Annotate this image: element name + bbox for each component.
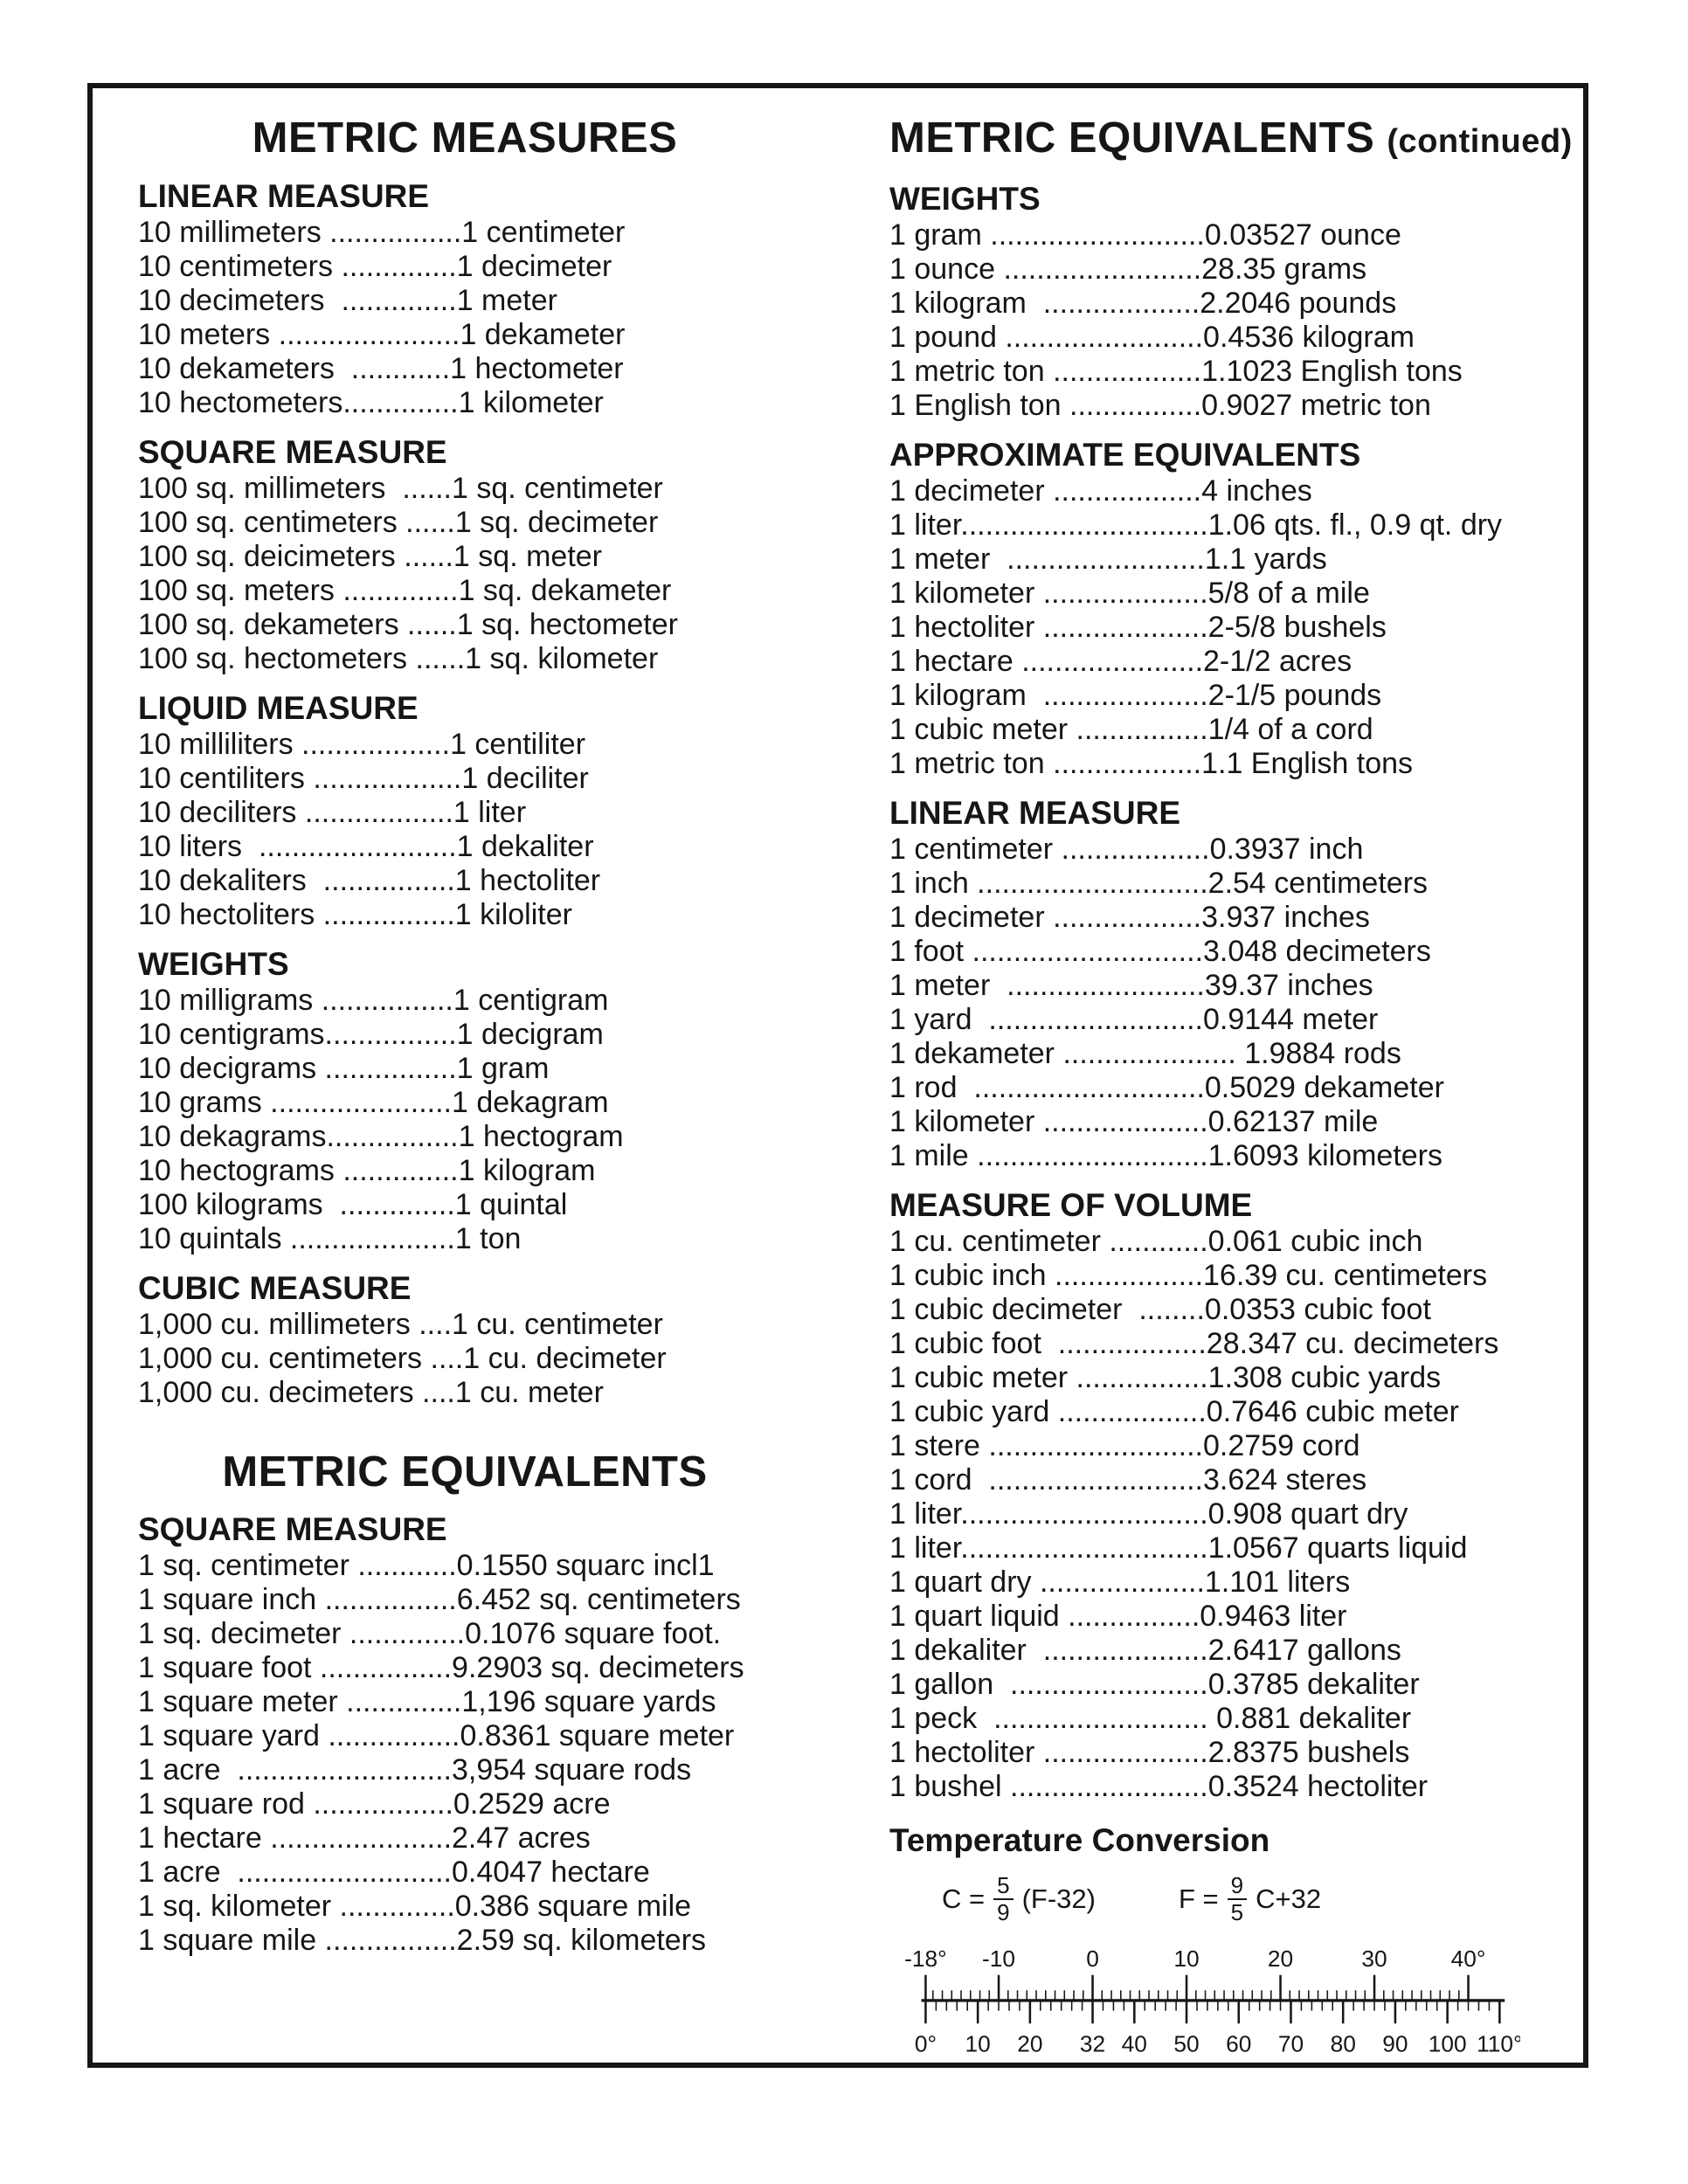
fraction-numerator: 9 xyxy=(1228,1874,1247,1900)
conversion-row: 1 cu. centimeter ............0.061 cubic inch xyxy=(889,1225,1423,1258)
section-rows xyxy=(138,472,792,676)
conversion-row: 1 hectare ......................2-1/2 acres xyxy=(889,645,1352,678)
conversion-row: 1 bushel ........................0.3524 hectoliter xyxy=(889,1770,1429,1803)
conversion-row: 1 hectoliter ....................2.8375 bushels xyxy=(889,1736,1410,1769)
section-heading: LINEAR MEASURE xyxy=(889,795,1181,831)
section-rows xyxy=(889,1225,1580,1804)
conversion-row: 1 yard ..........................0.9144 meter xyxy=(889,1003,1379,1036)
conversion-row: 100 sq. millimeters ......1 sq. centimeter xyxy=(138,472,663,505)
metric-measures-title: METRIC MEASURES xyxy=(252,114,678,162)
svg-text:100: 100 xyxy=(1428,2030,1467,2057)
conversion-row: 1 square rod .................0.2529 acre xyxy=(138,1787,611,1821)
fraction xyxy=(1228,1874,1247,1925)
svg-text:80: 80 xyxy=(1330,2030,1356,2057)
section-heading: APPROXIMATE EQUIVALENTS xyxy=(889,437,1361,473)
section-heading: LINEAR MEASURE xyxy=(138,178,430,214)
svg-text:-18°: -18° xyxy=(904,1945,947,1972)
conversion-row: 10 quintals ....................1 ton xyxy=(138,1222,522,1255)
svg-text:0: 0 xyxy=(1086,1945,1099,1972)
conversion-row: 1 mile ............................1.6093 kilometers xyxy=(889,1139,1443,1172)
svg-text:20: 20 xyxy=(1267,1945,1294,1972)
svg-text:50: 50 xyxy=(1173,2030,1200,2057)
conversion-row: 10 liters ........................1 dekaliter xyxy=(138,830,594,863)
formula-rhs: C+32 xyxy=(1256,1883,1322,1915)
conversion-row: 1 kilometer ....................5/8 of a mile xyxy=(889,577,1370,610)
section-rows xyxy=(138,728,792,932)
svg-text:32: 32 xyxy=(1079,2030,1106,2057)
svg-text:10: 10 xyxy=(1173,1945,1200,1972)
conversion-row: 1 cubic foot ..................28.347 cu. decimeters xyxy=(889,1327,1499,1360)
section-square-measure-equivalents xyxy=(138,1510,792,1958)
conversion-row: 1 kilometer ....................0.62137 mile xyxy=(889,1105,1379,1138)
page-border xyxy=(87,83,1588,2068)
section-cubic-measure xyxy=(138,1269,792,1410)
formula-lhs: C = xyxy=(942,1883,986,1915)
conversion-row: 1 pound ........................0.4536 kilogram xyxy=(889,321,1415,354)
conversion-row: 1 square yard ................0.8361 square meter xyxy=(138,1719,735,1752)
conversion-row: 1 stere ..........................0.2759 cord xyxy=(889,1429,1360,1462)
conversion-row: 1 cubic meter ................1/4 of a cord xyxy=(889,713,1373,746)
conversion-row: 1 cubic yard ..................0.7646 cubic meter xyxy=(889,1395,1459,1428)
svg-text:40: 40 xyxy=(1121,2030,1147,2057)
fraction-denominator: 9 xyxy=(997,1899,1010,1926)
section-heading: CUBIC MEASURE xyxy=(138,1270,412,1306)
conversion-row: 1 cubic decimeter ........0.0353 cubic foot xyxy=(889,1293,1431,1326)
temperature-formulas xyxy=(942,1874,1580,1925)
temperature-conversion-heading: Temperature Conversion xyxy=(889,1822,1270,1858)
conversion-row: 10 decimeters ..............1 meter xyxy=(138,284,557,317)
fahrenheit-formula xyxy=(1179,1874,1321,1925)
conversion-row: 1 decimeter ..................4 inches xyxy=(889,474,1312,508)
svg-text:-10: -10 xyxy=(982,1945,1016,1972)
conversion-row: 10 centimeters ..............1 decimeter xyxy=(138,250,612,283)
conversion-row: 1 dekaliter ....................2.6417 gallons xyxy=(889,1634,1401,1667)
formula-rhs: (F-32) xyxy=(1021,1883,1096,1915)
section-rows xyxy=(889,474,1580,781)
section-heading: WEIGHTS xyxy=(889,181,1041,217)
conversion-row: 100 sq. meters ..............1 sq. dekameter xyxy=(138,574,672,607)
svg-text:0°: 0° xyxy=(914,2030,937,2057)
conversion-row: 1 liter..............................1.0567 quarts liquid xyxy=(889,1531,1468,1565)
conversion-row: 1 rod ............................0.5029 dekameter xyxy=(889,1071,1444,1104)
conversion-row: 10 milligrams ................1 centigram xyxy=(138,984,609,1017)
conversion-row: 1 acre ..........................3,954 square rods xyxy=(138,1753,692,1787)
conversion-row: 1 square inch ................6.452 sq. centimeters xyxy=(138,1583,741,1616)
conversion-row: 1 peck .......................... 0.881 dekaliter xyxy=(889,1702,1412,1735)
conversion-row: 100 sq. centimeters ......1 sq. decimeter xyxy=(138,506,659,539)
svg-text:30: 30 xyxy=(1361,1945,1387,1972)
conversion-row: 1 quart dry ....................1.101 liters xyxy=(889,1565,1351,1599)
conversion-row: 1 cubic inch ..................16.39 cu. centimeters xyxy=(889,1259,1488,1292)
conversion-row: 10 decigrams ................1 gram xyxy=(138,1052,550,1085)
section-rows xyxy=(889,218,1580,423)
fraction-denominator: 5 xyxy=(1230,1899,1244,1926)
section-weights xyxy=(138,945,792,1256)
conversion-row: 10 deciliters ..................1 liter xyxy=(138,796,527,829)
conversion-row: 1 dekameter ..................... 1.9884 rods xyxy=(889,1037,1401,1070)
conversion-row: 1 gram ..........................0.03527 ounce xyxy=(889,218,1401,252)
conversion-row: 1 cubic meter ................1.308 cubic yards xyxy=(889,1361,1442,1394)
conversion-row: 1 kilogram ....................2-1/5 pounds xyxy=(889,679,1382,712)
conversion-row: 100 sq. hectometers ......1 sq. kilometer xyxy=(138,642,659,675)
svg-text:110°: 110° xyxy=(1477,2030,1520,2057)
svg-text:40°: 40° xyxy=(1450,1945,1486,1972)
conversion-row: 1 inch ............................2.54 centimeters xyxy=(889,867,1429,900)
conversion-row: 1 sq. centimeter ............0.1550 squarc incl1 xyxy=(138,1549,715,1582)
conversion-row: 10 grams ......................1 dekagram xyxy=(138,1086,609,1119)
right-column xyxy=(889,113,1580,2071)
left-column xyxy=(138,113,792,1958)
conversion-row: 1 sq. kilometer ..............0.386 square mile xyxy=(138,1890,692,1923)
conversion-row: 10 dekaliters ................1 hectoliter xyxy=(138,864,601,897)
fraction-numerator: 5 xyxy=(993,1874,1013,1900)
conversion-row: 1 acre ..........................0.4047 hectare xyxy=(138,1856,650,1889)
celsius-formula xyxy=(942,1874,1096,1925)
conversion-row: 1 foot ............................3.048 decimeters xyxy=(889,935,1431,968)
conversion-row: 10 centigrams................1 decigram xyxy=(138,1018,604,1051)
conversion-row: 1 quart liquid ................0.9463 liter xyxy=(889,1600,1347,1633)
conversion-row: 10 milliliters ..................1 centiliter xyxy=(138,728,586,761)
svg-text:10: 10 xyxy=(965,2030,991,2057)
conversion-row: 1,000 cu. millimeters ....1 cu. centimeter xyxy=(138,1308,663,1341)
conversion-row: 1 hectare ......................2.47 acres xyxy=(138,1821,591,1855)
metric-equivalents-continued-title xyxy=(889,113,1580,167)
conversion-row: 1 hectoliter ....................2-5/8 bushels xyxy=(889,611,1387,644)
conversion-row: 1,000 cu. decimeters ....1 cu. meter xyxy=(138,1376,604,1409)
temperature-scale xyxy=(898,1932,1580,2071)
conversion-row: 1 square meter ..............1,196 square yards xyxy=(138,1685,716,1718)
conversion-row: 10 meters ......................1 dekameter xyxy=(138,318,626,351)
conversion-row: 1 centimeter ..................0.3937 inch xyxy=(889,833,1364,866)
section-linear-measure-equivalents xyxy=(889,794,1580,1173)
conversion-row: 1 cord ..........................3.624 steres xyxy=(889,1463,1367,1496)
conversion-row: 10 dekagrams................1 hectogram xyxy=(138,1120,624,1153)
section-rows xyxy=(138,216,792,420)
conversion-row: 1 meter ........................1.1 yards xyxy=(889,543,1327,576)
temperature-scale-ruler xyxy=(898,1932,1520,2067)
conversion-row: 10 hectometers..............1 kilometer xyxy=(138,386,604,419)
section-weights-equivalents xyxy=(889,180,1580,423)
section-linear-measure xyxy=(138,177,792,420)
section-heading: MEASURE OF VOLUME xyxy=(889,1187,1253,1223)
section-heading: LIQUID MEASURE xyxy=(138,690,419,726)
section-rows xyxy=(138,1549,792,1958)
title-text: METRIC EQUIVALENTS xyxy=(889,114,1375,162)
conversion-row: 1 sq. decimeter ..............0.1076 square foot. xyxy=(138,1617,722,1650)
conversion-row: 100 sq. deicimeters ......1 sq. meter xyxy=(138,540,603,573)
conversion-row: 100 sq. dekameters ......1 sq. hectometer xyxy=(138,608,678,641)
svg-text:70: 70 xyxy=(1277,2030,1304,2057)
conversion-row: 1 square foot ................9.2903 sq. decimeters xyxy=(138,1651,744,1684)
conversion-row: 1 English ton ................0.9027 metric ton xyxy=(889,389,1431,422)
section-heading: SQUARE MEASURE xyxy=(138,1511,447,1547)
section-approximate-equivalents xyxy=(889,436,1580,781)
conversion-row: 1 meter ........................39.37 inches xyxy=(889,969,1373,1002)
continued-label: (continued) xyxy=(1387,123,1573,160)
svg-text:20: 20 xyxy=(1017,2030,1043,2057)
conversion-row: 1 metric ton ..................1.1 English tons xyxy=(889,747,1414,780)
svg-text:90: 90 xyxy=(1382,2030,1408,2057)
conversion-row: 1 liter..............................0.908 quart dry xyxy=(889,1497,1408,1531)
conversion-row: 1 kilogram ...................2.2046 pounds xyxy=(889,287,1397,320)
section-rows xyxy=(138,984,792,1256)
section-heading: WEIGHTS xyxy=(138,946,289,982)
section-rows xyxy=(138,1308,792,1410)
section-rows xyxy=(889,833,1580,1173)
conversion-row: 100 kilograms ..............1 quintal xyxy=(138,1188,568,1221)
metric-equivalents-title: METRIC EQUIVALENTS xyxy=(222,1448,708,1496)
conversion-row: 10 millimeters ................1 centimeter xyxy=(138,216,626,249)
conversion-row: 1 square mile ................2.59 sq. kilometers xyxy=(138,1924,707,1957)
formula-lhs: F = xyxy=(1178,1883,1219,1915)
conversion-row: 1 decimeter ..................3.937 inches xyxy=(889,901,1370,934)
conversion-row: 10 centiliters ..................1 deciliter xyxy=(138,762,589,795)
section-heading: SQUARE MEASURE xyxy=(138,434,447,470)
conversion-row: 1 metric ton ..................1.1023 English tons xyxy=(889,355,1463,388)
section-liquid-measure xyxy=(138,689,792,932)
conversion-row: 1,000 cu. centimeters ....1 cu. decimeter xyxy=(138,1342,667,1375)
svg-text:60: 60 xyxy=(1226,2030,1252,2057)
conversion-row: 10 hectoliters ................1 kiloliter xyxy=(138,898,572,931)
conversion-row: 1 gallon ........................0.3785 dekaliter xyxy=(889,1668,1420,1701)
section-measure-of-volume xyxy=(889,1186,1580,1804)
fraction xyxy=(993,1874,1013,1925)
conversion-row: 10 dekameters ............1 hectometer xyxy=(138,352,624,385)
conversion-row: 1 ounce ........................28.35 grams xyxy=(889,252,1367,286)
conversion-row: 1 liter..............................1.06 qts. fl., 0.9 qt. dry xyxy=(889,508,1503,542)
conversion-row: 10 hectograms ..............1 kilogram xyxy=(138,1154,596,1187)
section-square-measure xyxy=(138,433,792,676)
